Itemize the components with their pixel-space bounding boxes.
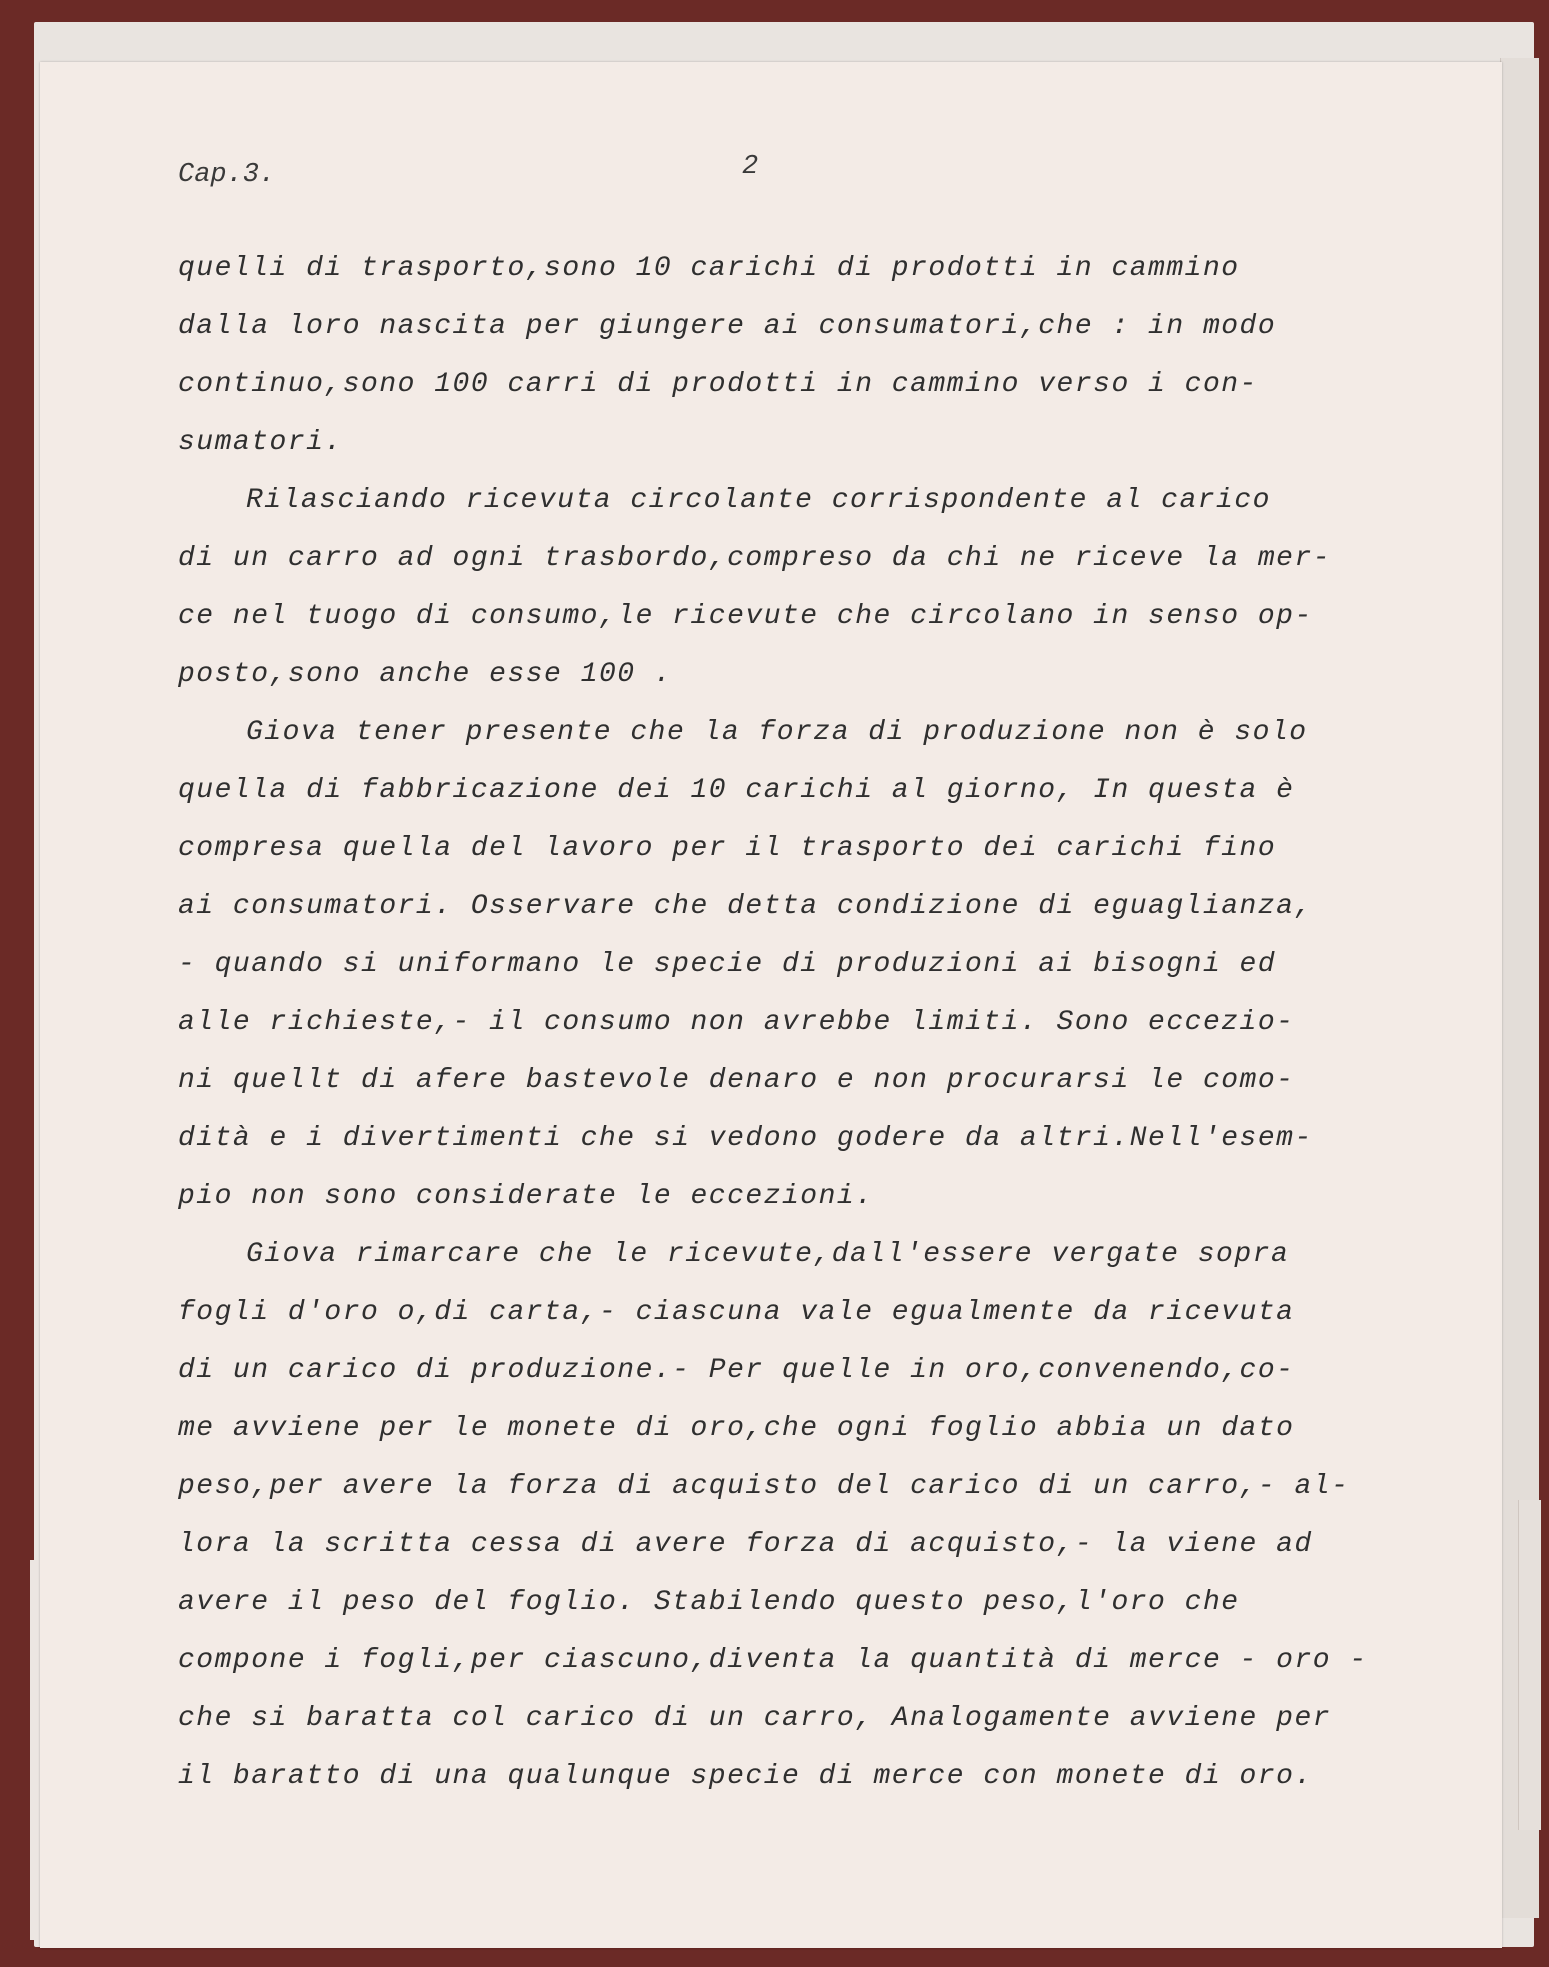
text-line: pio non sono considerate le eccezioni. <box>178 1181 874 1212</box>
text-line: quelli di trasporto,sono 10 carichi di prodotti in cammino <box>178 253 1240 284</box>
chapter-label: Cap.3. <box>178 160 276 190</box>
text-line: compresa quella del lavoro per il trasporto dei carichi fino <box>178 833 1277 864</box>
text-line: posto,sono anche esse 100 . <box>178 659 673 690</box>
text-line: ai consumatori. Osservare che detta condizione di eguaglianza, <box>178 891 1313 922</box>
page-body <box>178 240 1438 1806</box>
text-line: dalla loro nascita per giungere ai consumatori,che : in modo <box>178 311 1277 342</box>
text-line: me avviene per le monete di oro,che ogni foglio abbia un dato <box>178 1413 1295 1444</box>
text-line: che si baratta col carico di un carro, Analogamente avviene per <box>178 1703 1332 1734</box>
text-line: quella di fabbricazione dei 10 carichi al giorno, In questa è <box>178 775 1295 806</box>
text-line: continuo,sono 100 carri di prodotti in cammino verso i con- <box>178 369 1258 400</box>
text-line: di un carro ad ogni trasbordo,compreso da chi ne riceve la mer- <box>178 543 1332 574</box>
text-line: il baratto di una qualunque specie di merce con monete di oro. <box>178 1761 1313 1792</box>
typewritten-page <box>40 62 1502 1948</box>
text-line: lora la scritta cessa di avere forza di acquisto,- la viene ad <box>178 1529 1313 1560</box>
text-line: sumatori. <box>178 427 343 458</box>
text-line: compone i fogli,per ciascuno,diventa la quantità di merce - oro - <box>178 1645 1368 1676</box>
text-line: ni quellt di afere bastevole denaro e non procurarsi le como- <box>178 1065 1295 1096</box>
text-line: ce nel tuogo di consumo,le ricevute che circolano in senso op- <box>178 601 1313 632</box>
text-line: peso,per avere la forza di acquisto del carico di un carro,- al- <box>178 1471 1350 1502</box>
page-number: 2 <box>742 152 759 182</box>
page-header <box>40 152 1502 200</box>
text-line: Giova tener presente che la forza di produzione non è solo <box>246 717 1308 748</box>
text-line: fogli d'oro o,di carta,- ciascuna vale egualmente da ricevuta <box>178 1297 1295 1328</box>
back-sheet-lower-edge <box>1518 1500 1541 1830</box>
text-line: avere il peso del foglio. Stabilendo questo peso,l'oro che <box>178 1587 1240 1618</box>
text-line: Rilasciando ricevuta circolante corrispondente al carico <box>246 485 1271 516</box>
text-line: Giova rimarcare che le ricevute,dall'essere vergate sopra <box>246 1239 1290 1270</box>
text-line: alle richieste,- il consumo non avrebbe limiti. Sono eccezio- <box>178 1007 1295 1038</box>
text-line: - quando si uniformano le specie di produzioni ai bisogni ed <box>178 949 1277 980</box>
text-line: di un carico di produzione.- Per quelle in oro,convenendo,co- <box>178 1355 1295 1386</box>
text-line: dità e i divertimenti che si vedono godere da altri.Nell'esem- <box>178 1123 1313 1154</box>
